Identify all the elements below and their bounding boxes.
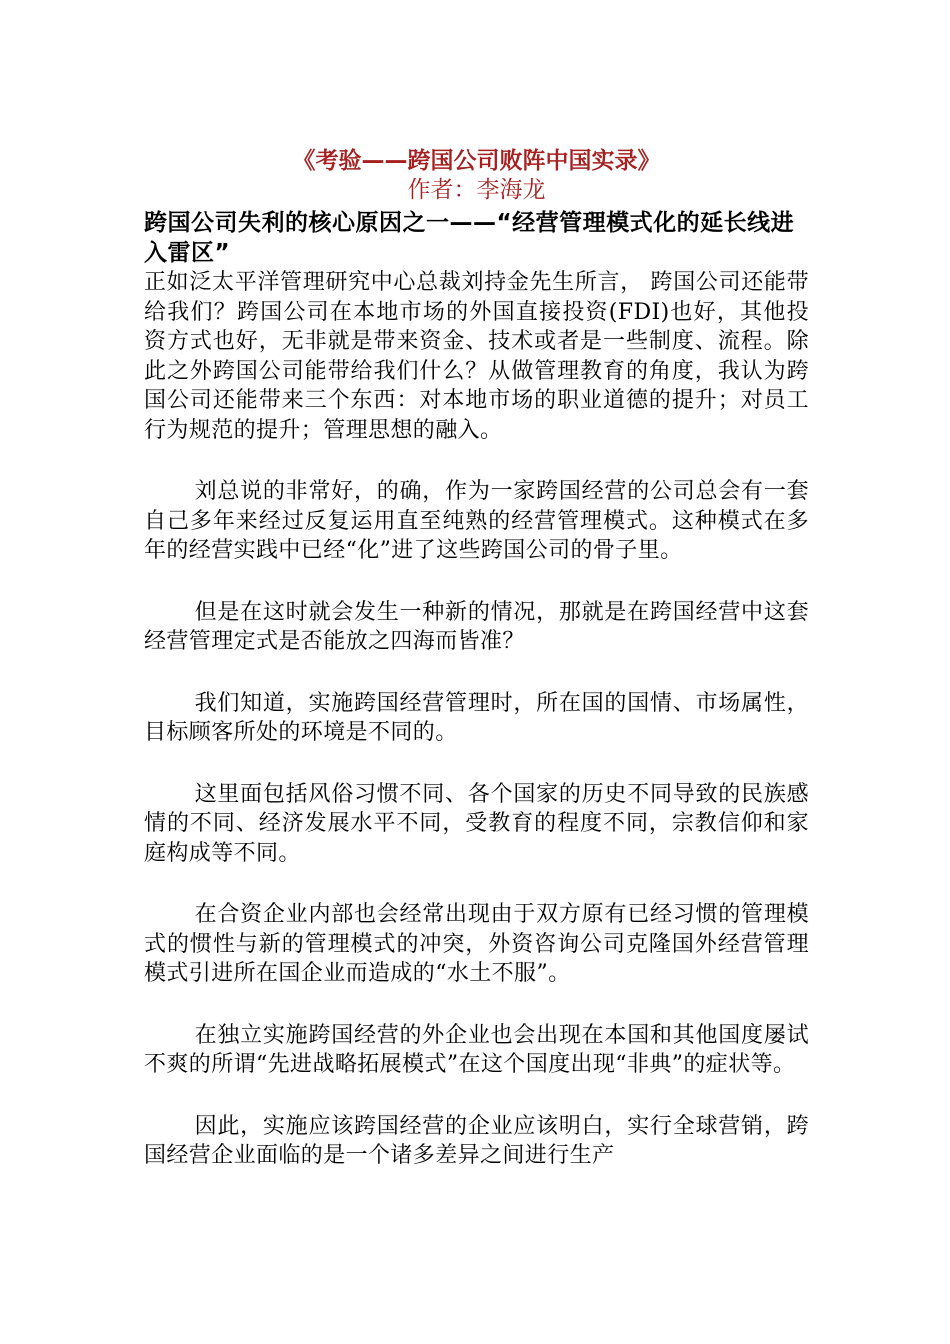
document-content [144,146,809,1203]
book-title: 《考验——跨国公司败阵中国实录》 [292,148,661,174]
paragraph-7: 在独立实施跨国经营的外企业也会出现在本国和其他国度屡试不爽的所谓“先进战略拓展模式”在这个国度出现“非典”的症状等。 [144,1022,809,1077]
paragraph-2: 刘总说的非常好，的确，作为一家跨国经营的公司总会有一套自己多年来经过反复运用直至纯熟的经营管理模式。这种模式在多年的经营实践中已经“化”进了这些跨国公司的骨子里。 [144,479,809,563]
paragraph-6: 在合资企业内部也会经常出现由于双方原有已经习惯的管理模式的惯性与新的管理模式的冲突，外资咨询公司克隆国外经营管理模式引进所在国企业而造成的“水土不服”。 [144,902,809,986]
paragraph-3: 但是在这时就会发生一种新的情况，那就是在跨国经营中这套经营管理定式是否能放之四海而皆准？ [144,599,809,654]
author-line: 作者：李海龙 [407,177,546,203]
paragraph-1: 正如泛太平洋管理研究中心总裁刘持金先生所言， 跨国公司还能带给我们？跨国公司在本地市场的外国直接投资(FDI)也好，其他投资方式也好，无非就是带来资金、技术或者是一些制度、流程。除此之外跨国公司能带给我们什么？从做管理教育的角度，我认为跨国公司还能带来三个东西：对本地市场的职业道德的提升；对员工行为规范的提升；管理思想的融入。 [144,270,809,443]
paragraph-8: 因此，实施应该跨国经营的企业应该明白，实行全球营销，跨国经营企业面临的是一个诸多差异之间进行生产 [144,1113,809,1168]
section-heading: 跨国公司失利的核心原因之一——“经营管理模式化的延长线进入雷区” [144,210,795,266]
paragraph-5: 这里面包括风俗习惯不同、各个国家的历史不同导致的民族感情的不同、经济发展水平不同，受教育的程度不同，宗教信仰和家庭构成等不同。 [144,781,809,866]
paragraph-4: 我们知道，实施跨国经营管理时，所在国的国情、市场属性，目标顾客所处的环境是不同的。 [144,690,809,745]
